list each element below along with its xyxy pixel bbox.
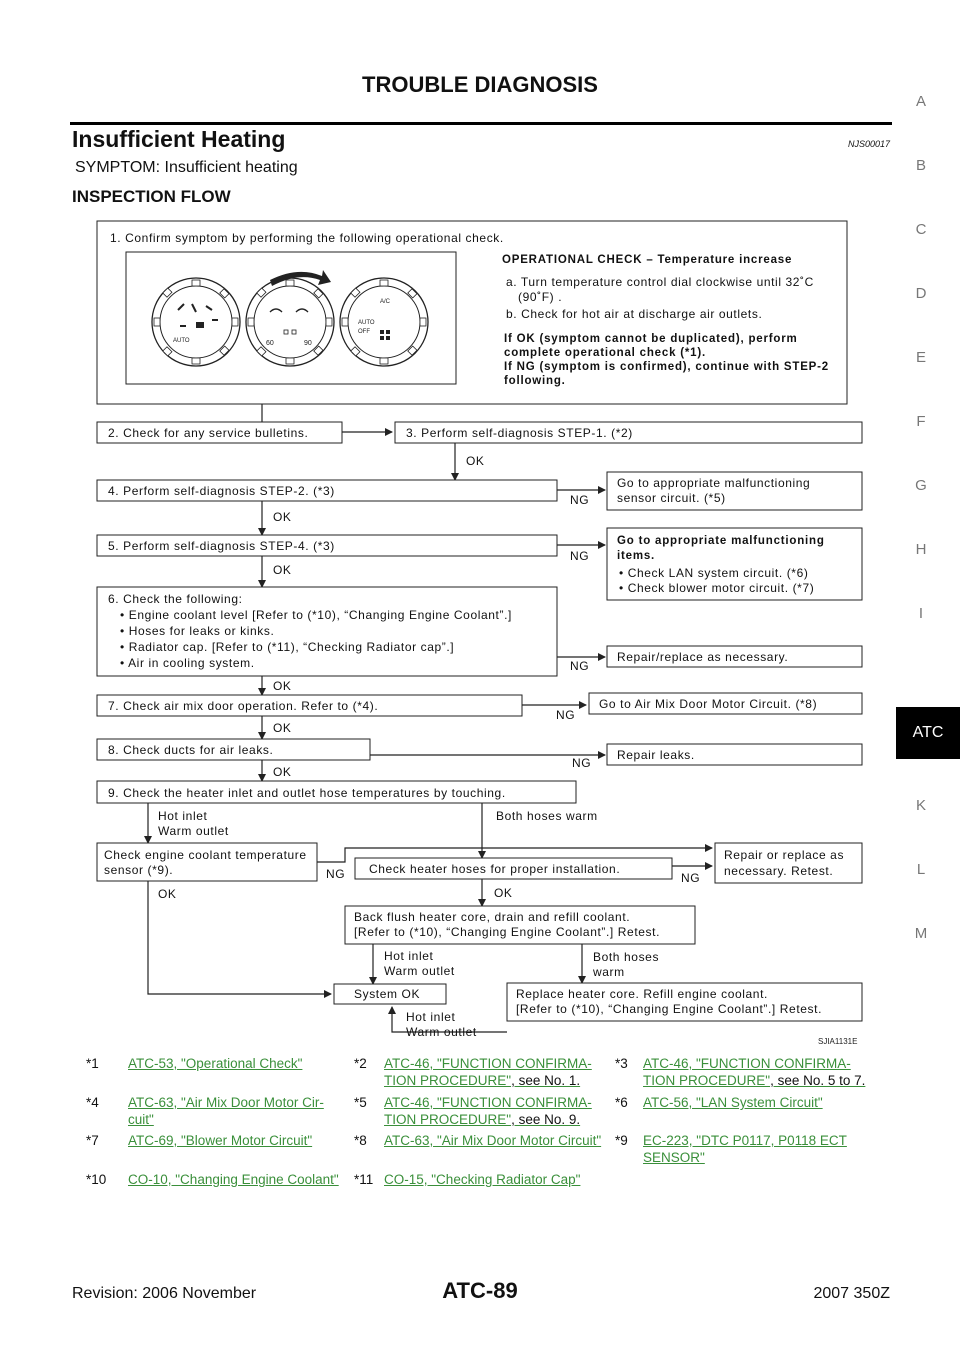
side-index-k[interactable]: K — [915, 797, 926, 814]
ref-link-2-cont[interactable] — [384, 1072, 580, 1089]
opcheck-ok-line1: If OK (symptom cannot be duplicated), perform — [504, 333, 798, 345]
ref-link-4-line2[interactable]: cuit" — [128, 1112, 154, 1127]
side-index-atc-active[interactable]: ATC — [896, 707, 960, 759]
ref-link-4[interactable]: ATC-63, "Air Mix Door Motor Cir- — [128, 1095, 324, 1110]
ok-label-7: OK — [273, 721, 292, 735]
ref-num-9: *9 — [615, 1133, 628, 1148]
page-header-title: TROUBLE DIAGNOSIS — [362, 72, 598, 97]
ref-tail-3: , see No. 5 to 7. — [770, 1073, 866, 1088]
ref-num-11: *11 — [354, 1172, 374, 1187]
ref-num-8: *8 — [354, 1133, 367, 1148]
opcheck-title: OPERATIONAL CHECK – Temperature increase — [502, 254, 793, 266]
step4-text: 4. Perform self-diagnosis STEP-2. (*3) — [108, 484, 335, 498]
backflush-line1: Back flush heater core, drain and refill coolant. — [354, 910, 631, 924]
step5-ng-line1: Go to appropriate malfunctioning — [617, 535, 825, 547]
section-code: NJS00017 — [848, 139, 891, 149]
ok-label-8: OK — [273, 765, 292, 779]
step6-line2: • Engine coolant level [Refer to (*10), “Changing Engine Coolant”.] — [120, 608, 512, 622]
step7-text: 7. Check air mix door operation. Refer to (*4). — [108, 699, 379, 713]
ng-label-7: NG — [556, 708, 576, 722]
dial-left-icon — [152, 278, 240, 366]
both-hoses-label: Both hoses — [593, 950, 660, 964]
symptom-text: SYMPTOM: Insufficient heating — [75, 159, 298, 176]
footer-revision: Revision: 2006 November — [72, 1285, 257, 1302]
ref-num-10: *10 — [86, 1172, 107, 1187]
ect-sensor-line2: sensor (*9). — [104, 863, 174, 877]
side-index-g[interactable]: G — [915, 477, 927, 494]
both-hoses-warm-label: Both hoses warm — [496, 809, 598, 823]
inspection-flow-heading: INSPECTION FLOW — [72, 187, 231, 206]
opcheck-step-a: a. Turn temperature control dial clockwise until 32˚C — [506, 275, 814, 289]
ref-link-8[interactable]: ATC-63, "Air Mix Door Motor Circuit" — [384, 1133, 602, 1148]
ref-num-5: *5 — [354, 1095, 367, 1110]
footer-model: 2007 350Z — [813, 1285, 890, 1302]
ng-label-hoses: NG — [681, 871, 701, 885]
step8-ng-text: Repair leaks. — [617, 748, 695, 762]
dial-center-icon — [246, 278, 334, 366]
opcheck-step-a-cont: (90˚F) . — [518, 290, 563, 304]
ref-link-1[interactable]: ATC-53, "Operational Check" — [128, 1056, 303, 1071]
step8-text: 8. Check ducts for air leaks. — [108, 743, 274, 757]
step2-text: 2. Check for any service bulletins. — [108, 426, 309, 440]
warm-outlet-label-3: Warm outlet — [406, 1025, 477, 1039]
panel-off-label: OFF — [358, 329, 370, 335]
system-ok-text: System OK — [354, 987, 421, 1001]
hot-inlet-label-2: Hot inlet — [384, 949, 434, 963]
side-index-h[interactable]: H — [915, 541, 927, 558]
step6-line3: • Hoses for leaks or kinks. — [120, 624, 275, 638]
hot-inlet-label-3: Hot inlet — [406, 1010, 456, 1024]
ref-link-2[interactable]: ATC-46, "FUNCTION CONFIRMA- — [384, 1056, 592, 1071]
step7-ng-text: Go to Air Mix Door Motor Circuit. (*8) — [599, 697, 818, 711]
step5-text: 5. Perform self-diagnosis STEP-4. (*3) — [108, 539, 335, 553]
step4-ng-line1: Go to appropriate malfunctioning — [617, 476, 811, 490]
opcheck-ok-line2: complete operational check (*1). — [504, 347, 706, 359]
ng-label-8: NG — [572, 756, 592, 770]
replace-line1: Replace heater core. Refill engine coolant. — [516, 987, 768, 1001]
step4-ng-line2: sensor circuit. (*5) — [617, 491, 726, 505]
side-index-f[interactable]: F — [916, 413, 926, 430]
side-index-b[interactable]: B — [915, 157, 926, 174]
ref-link-5-line2[interactable]: TION PROCEDURE" — [384, 1112, 512, 1127]
ref-link-3-line2[interactable]: TION PROCEDURE" — [643, 1073, 771, 1088]
replace-line2: [Refer to (*10), “Changing Engine Coolant”.] Retest. — [516, 1002, 823, 1016]
ok-label-4: OK — [273, 510, 292, 524]
ok-label-3: OK — [466, 454, 485, 468]
side-index-d[interactable]: D — [915, 285, 927, 302]
ref-link-9-line2[interactable]: SENSOR" — [643, 1150, 705, 1165]
ng-label-5: NG — [570, 549, 590, 563]
panel-auto-label: AUTO — [173, 338, 190, 344]
ok-label-5: OK — [273, 563, 292, 577]
dial-right-icon — [340, 278, 428, 366]
footer-page-number: ATC-89 — [442, 1278, 518, 1303]
warm-outlet-label-1: Warm outlet — [158, 824, 229, 838]
step1-text: 1. Confirm symptom by performing the following operational check. — [110, 231, 504, 245]
ref-link-7[interactable]: ATC-69, "Blower Motor Circuit" — [128, 1133, 313, 1148]
ref-link-9[interactable]: EC-223, "DTC P0117, P0118 ECT — [643, 1133, 847, 1148]
ref-link-5[interactable]: ATC-46, "FUNCTION CONFIRMA- — [384, 1095, 592, 1110]
section-title: Insufficient Heating — [72, 126, 286, 152]
ref-num-3: *3 — [615, 1056, 628, 1071]
step9-text: 9. Check the heater inlet and outlet hose temperatures by touching. — [108, 786, 506, 800]
step5-ng-line3: • Check LAN system circuit. (*6) — [619, 566, 809, 580]
ref-num-1: *1 — [86, 1056, 99, 1071]
warm-label: warm — [593, 965, 625, 979]
ng-label-6: NG — [570, 659, 590, 673]
figure-id: SJIA1131E — [818, 1037, 858, 1046]
ref-num-6: *6 — [615, 1095, 628, 1110]
ref-link-5-cont[interactable] — [384, 1111, 580, 1128]
step6-ng-text: Repair/replace as necessary. — [617, 650, 789, 664]
warm-outlet-label-2: Warm outlet — [384, 964, 455, 978]
ok-label-6: OK — [273, 679, 292, 693]
ref-link-11[interactable]: CO-15, "Checking Radiator Cap" — [384, 1172, 581, 1187]
ng-label-4: NG — [570, 493, 590, 507]
ref-link-2-line2[interactable]: TION PROCEDURE" — [384, 1073, 512, 1088]
panel-auto-label-right: AUTO — [358, 320, 375, 326]
side-index-l[interactable]: L — [916, 861, 926, 878]
ok-label-hoses: OK — [494, 886, 513, 900]
side-index-m[interactable]: M — [914, 925, 928, 942]
step5-ng-line4: • Check blower motor circuit. (*7) — [619, 581, 815, 595]
ref-link-3-cont[interactable] — [643, 1072, 865, 1089]
repair-line1: Repair or replace as — [724, 848, 845, 862]
ok-label-ect: OK — [158, 887, 177, 901]
opcheck-step-b: b. Check for hot air at discharge air outlets. — [506, 307, 763, 321]
ref-tail-2: , see No. 1. — [511, 1073, 581, 1088]
opcheck-ng-line2: following. — [504, 375, 566, 387]
ref-num-2: *2 — [354, 1056, 367, 1071]
ref-tail-5: , see No. 9. — [511, 1112, 581, 1127]
ref-link-3[interactable]: ATC-46, "FUNCTION CONFIRMA- — [643, 1056, 851, 1071]
ref-num-7: *7 — [86, 1133, 99, 1148]
hot-inlet-label-1: Hot inlet — [158, 809, 208, 823]
backflush-line2: [Refer to (*10), “Changing Engine Coolant”.] Retest. — [354, 925, 661, 939]
ref-num-4: *4 — [86, 1095, 99, 1110]
opcheck-ng-line1: If NG (symptom is confirmed), continue with STEP-2 — [504, 361, 829, 373]
step6-line5: • Air in cooling system. — [120, 656, 255, 670]
step6-line4: • Radiator cap. [Refer to (*11), “Checking Radiator cap”.] — [120, 640, 455, 654]
step5-ng-line2: items. — [617, 550, 656, 562]
panel-temp-high: 90 — [304, 340, 312, 347]
ref-link-6[interactable]: ATC-56, "LAN System Circuit" — [643, 1095, 823, 1110]
side-index-e[interactable]: E — [915, 349, 926, 366]
step6-line1: 6. Check the following: — [108, 592, 243, 606]
panel-ac-label: A/C — [380, 299, 391, 305]
ect-sensor-line1: Check engine coolant temperature — [104, 848, 307, 862]
heater-hoses-text: Check heater hoses for proper installation. — [369, 862, 621, 876]
side-index-a[interactable]: A — [915, 93, 926, 110]
step3-text: 3. Perform self-diagnosis STEP-1. (*2) — [406, 426, 633, 440]
side-index-c[interactable]: C — [915, 221, 927, 238]
ng-label-ect: NG — [326, 867, 346, 881]
side-index-i[interactable]: I — [918, 605, 924, 622]
ref-link-10[interactable]: CO-10, "Changing Engine Coolant" — [128, 1172, 339, 1187]
repair-line2: necessary. Retest. — [724, 864, 834, 878]
panel-temp-low: 60 — [266, 340, 274, 347]
